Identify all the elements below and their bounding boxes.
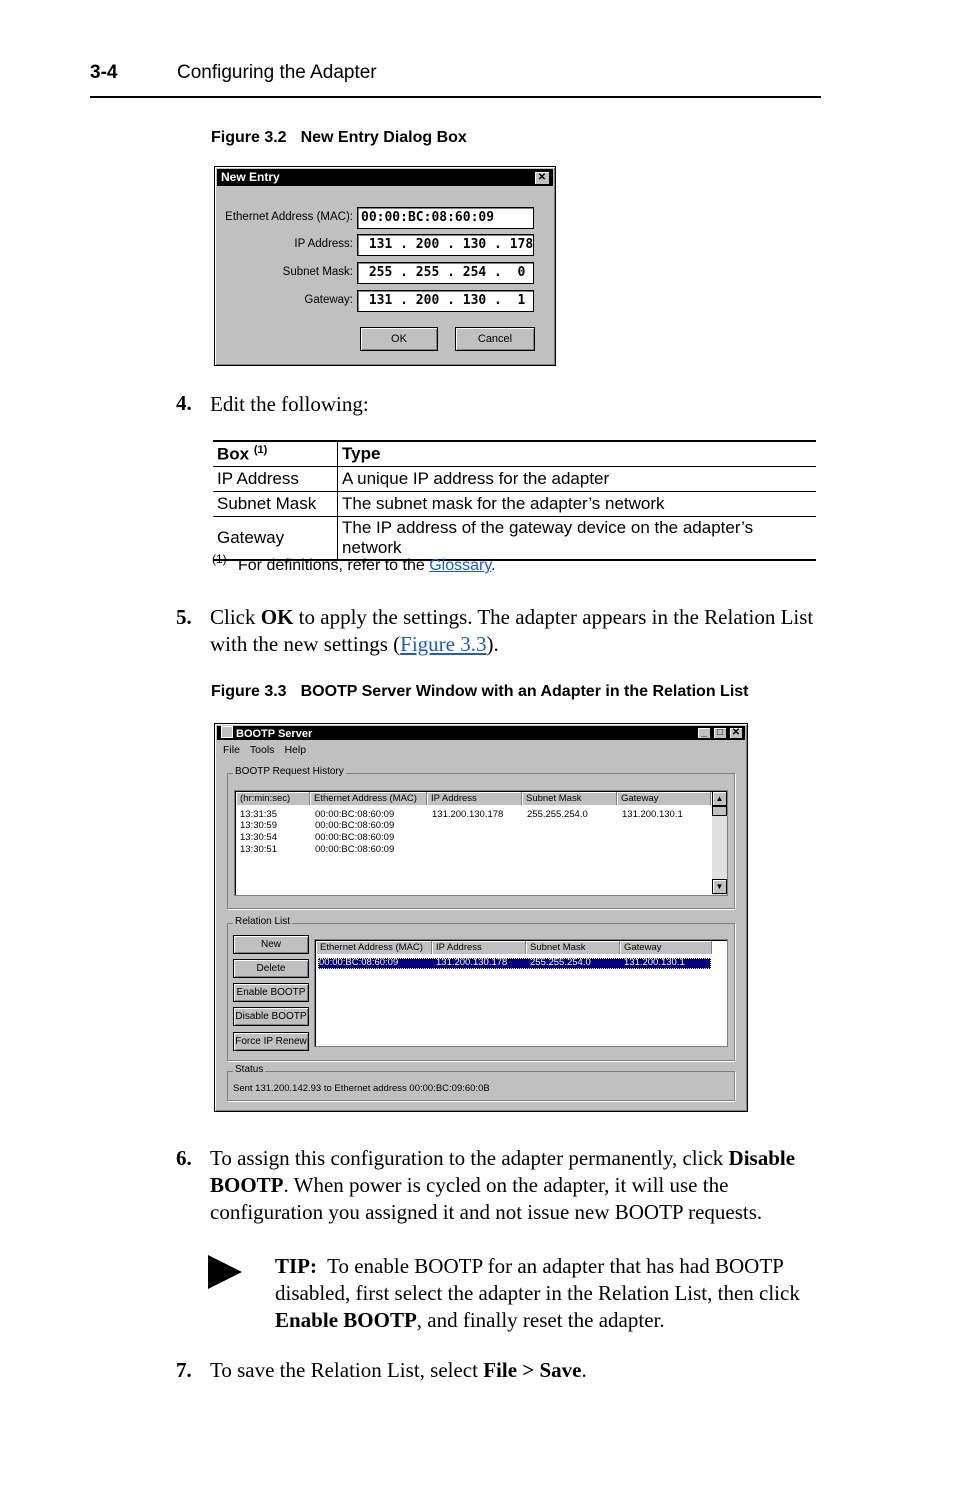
relation-group-label: Relation List [235, 916, 291, 927]
step-7-part1: To save the Relation List, select [210, 1358, 484, 1382]
history-cell: 13:30:54 [240, 832, 277, 843]
step-6-text [210, 1145, 825, 1226]
minimize-icon[interactable]: _ [697, 727, 711, 739]
history-cell: 00:00:BC:08:60:09 [315, 809, 395, 820]
mac-field[interactable]: 00:00:BC:08:60:09 [357, 207, 534, 229]
figure-3-3-link[interactable]: Figure 3.3 [400, 632, 487, 656]
step-5-part3: ). [486, 632, 499, 656]
tip-arrow-icon [208, 1255, 242, 1289]
footnote-mark: (1) [212, 552, 227, 566]
menu-file[interactable]: File [223, 744, 240, 756]
figure-3-3-number: Figure 3.3 [211, 683, 287, 700]
history-scrollbar[interactable] [712, 791, 727, 895]
ip-field[interactable]: 131 . 200 . 130 . 178 [357, 234, 534, 256]
tip-bold: Enable BOOTP [275, 1308, 417, 1332]
step-5-part2: to apply the settings. The adapter appears in the Relation List with the new settings ( [210, 605, 814, 656]
delete-button[interactable]: Delete [233, 959, 309, 978]
relation-col-subnet[interactable]: Subnet Mask [526, 941, 620, 954]
relation-row-selected[interactable] [318, 958, 711, 969]
history-group-label: BOOTP Request History [235, 766, 344, 777]
ok-button[interactable]: OK [360, 327, 438, 351]
table-cell: Gateway [213, 517, 338, 561]
table-row [213, 517, 816, 561]
step-5-text [210, 604, 820, 658]
disable-bootp-button[interactable]: Disable BOOTP [233, 1007, 309, 1026]
relation-group [227, 916, 735, 1061]
new-button[interactable]: New [233, 935, 309, 954]
tip-part2: , and finally reset the adapter. [416, 1308, 665, 1332]
ip-label: IP Address: [294, 238, 353, 250]
close-icon[interactable]: ✕ [534, 171, 550, 185]
bootp-server-window [214, 723, 748, 1112]
box-type-table [213, 440, 816, 561]
history-cell: 131.200.130.178 [432, 809, 504, 820]
relation-cell: 131.200.130.178 [436, 957, 508, 968]
step-5-part1: Click [210, 605, 261, 629]
app-icon [221, 726, 233, 738]
table-header-box [213, 441, 338, 467]
cancel-button[interactable]: Cancel [455, 327, 535, 351]
relation-list[interactable] [314, 939, 728, 1047]
relation-cell: 131.200.130.1 [624, 957, 685, 968]
figure-3-2-caption [211, 129, 467, 147]
tip-label: TIP: [275, 1254, 317, 1278]
table-cell: IP Address [213, 467, 338, 492]
history-col-gateway[interactable]: Gateway [617, 792, 711, 805]
header-footnote-mark: (1) [253, 443, 268, 456]
gateway-field[interactable]: 131 . 200 . 130 . 1 [357, 290, 534, 312]
table-header-type: Type [338, 441, 817, 467]
step-5-bold: OK [260, 605, 294, 629]
history-col-mac[interactable]: Ethernet Address (MAC) [310, 792, 427, 805]
header-rule [90, 96, 821, 98]
footnote-end: . [491, 557, 496, 574]
dialog-title: New Entry [221, 170, 280, 184]
relation-cell: 00:00:BC:08:60:09 [319, 957, 399, 968]
tip-text [275, 1253, 820, 1334]
relation-col-gateway[interactable]: Gateway [620, 941, 712, 954]
step-7-part2: . [581, 1358, 587, 1382]
step-7-number: 7. [176, 1358, 192, 1382]
step-7-text [210, 1357, 587, 1384]
bootp-titlebar [217, 726, 745, 740]
history-cell: 00:00:BC:08:60:09 [315, 832, 395, 843]
status-group [227, 1064, 735, 1101]
table-header-row [213, 441, 816, 467]
table-cell: The IP address of the gateway device on the adapter’s network [338, 517, 817, 561]
tip-part1: To enable BOOTP for an adapter that has had BOOTP disabled, first select the adapter in the Relation List, then click [275, 1254, 806, 1305]
history-group [227, 766, 735, 909]
new-entry-dialog [214, 166, 556, 366]
history-cell: 13:30:51 [240, 844, 277, 855]
table-cell: The subnet mask for the adapter’s network [338, 492, 817, 517]
figure-3-3-title: BOOTP Server Window with an Adapter in the Relation List [300, 683, 749, 700]
table-cell: A unique IP address for the adapter [338, 467, 817, 492]
header-box-text: Box [217, 444, 250, 464]
step-6-part2: . When power is cycled on the adapter, it will use the configuration you assigned it and not issue new BOOTP requests. [210, 1173, 763, 1224]
figure-3-2-title: New Entry Dialog Box [300, 129, 467, 146]
status-text: Sent 131.200.142.93 to Ethernet address 00:00:BC:09:60:0B [233, 1083, 490, 1094]
scroll-thumb[interactable] [712, 806, 727, 816]
history-cell: 255.255.254.0 [527, 809, 588, 820]
history-cell: 13:30:59 [240, 820, 277, 831]
step-6-bold: Disable BOOTP [210, 1146, 796, 1197]
subnet-field[interactable]: 255 . 255 . 254 . 0 [357, 262, 534, 284]
figure-3-2-number: Figure 3.2 [211, 129, 287, 146]
step-4-number: 4. [176, 391, 192, 415]
menu-help[interactable]: Help [284, 744, 307, 756]
history-list[interactable] [234, 790, 728, 896]
step-7-bold: File > Save [483, 1358, 582, 1382]
dialog-titlebar [217, 169, 553, 186]
glossary-link[interactable]: Glossary [429, 557, 492, 574]
gateway-label: Gateway: [304, 294, 353, 306]
status-group-label: Status [235, 1064, 264, 1075]
force-ip-renew-button[interactable]: Force IP Renew [233, 1032, 309, 1051]
footnote-text: For definitions, refer to the [238, 557, 430, 574]
relation-col-ip[interactable]: IP Address [432, 941, 526, 954]
page-number: 3-4 [90, 62, 118, 83]
subnet-label: Subnet Mask: [282, 266, 353, 278]
bootp-title: BOOTP Server [236, 728, 313, 740]
relation-cell: 255.255.254.0 [530, 957, 591, 968]
history-cell: 131.200.130.1 [622, 809, 683, 820]
chapter-title: Configuring the Adapter [177, 62, 377, 83]
scroll-up-icon[interactable]: ▲ [712, 791, 727, 806]
relation-col-mac[interactable]: Ethernet Address (MAC) [316, 941, 432, 954]
step-6-part1: To assign this configuration to the adapter permanently, click [210, 1146, 729, 1170]
scroll-down-icon[interactable]: ▼ [712, 879, 727, 894]
history-col-time[interactable]: (hr:min:sec) [236, 792, 310, 805]
history-cell: 13:31:35 [240, 809, 277, 820]
history-col-ip[interactable]: IP Address [427, 792, 522, 805]
enable-bootp-button[interactable]: Enable BOOTP [233, 983, 309, 1002]
table-cell: Subnet Mask [213, 492, 338, 517]
footnote [238, 557, 496, 575]
history-cell: 00:00:BC:08:60:09 [315, 820, 395, 831]
table-row [213, 492, 816, 517]
step-5-number: 5. [176, 605, 192, 629]
figure-3-3-caption [211, 683, 748, 701]
mac-label: Ethernet Address (MAC): [225, 211, 353, 223]
step-6-number: 6. [176, 1146, 192, 1170]
menu-bar [223, 744, 306, 756]
table-row [213, 467, 816, 492]
maximize-icon[interactable]: □ [713, 727, 727, 739]
menu-tools[interactable]: Tools [249, 744, 275, 756]
history-cell: 00:00:BC:08:60:09 [315, 844, 395, 855]
step-4-text: Edit the following: [210, 392, 369, 416]
close-icon[interactable]: ✕ [729, 727, 743, 739]
history-col-subnet[interactable]: Subnet Mask [522, 792, 617, 805]
